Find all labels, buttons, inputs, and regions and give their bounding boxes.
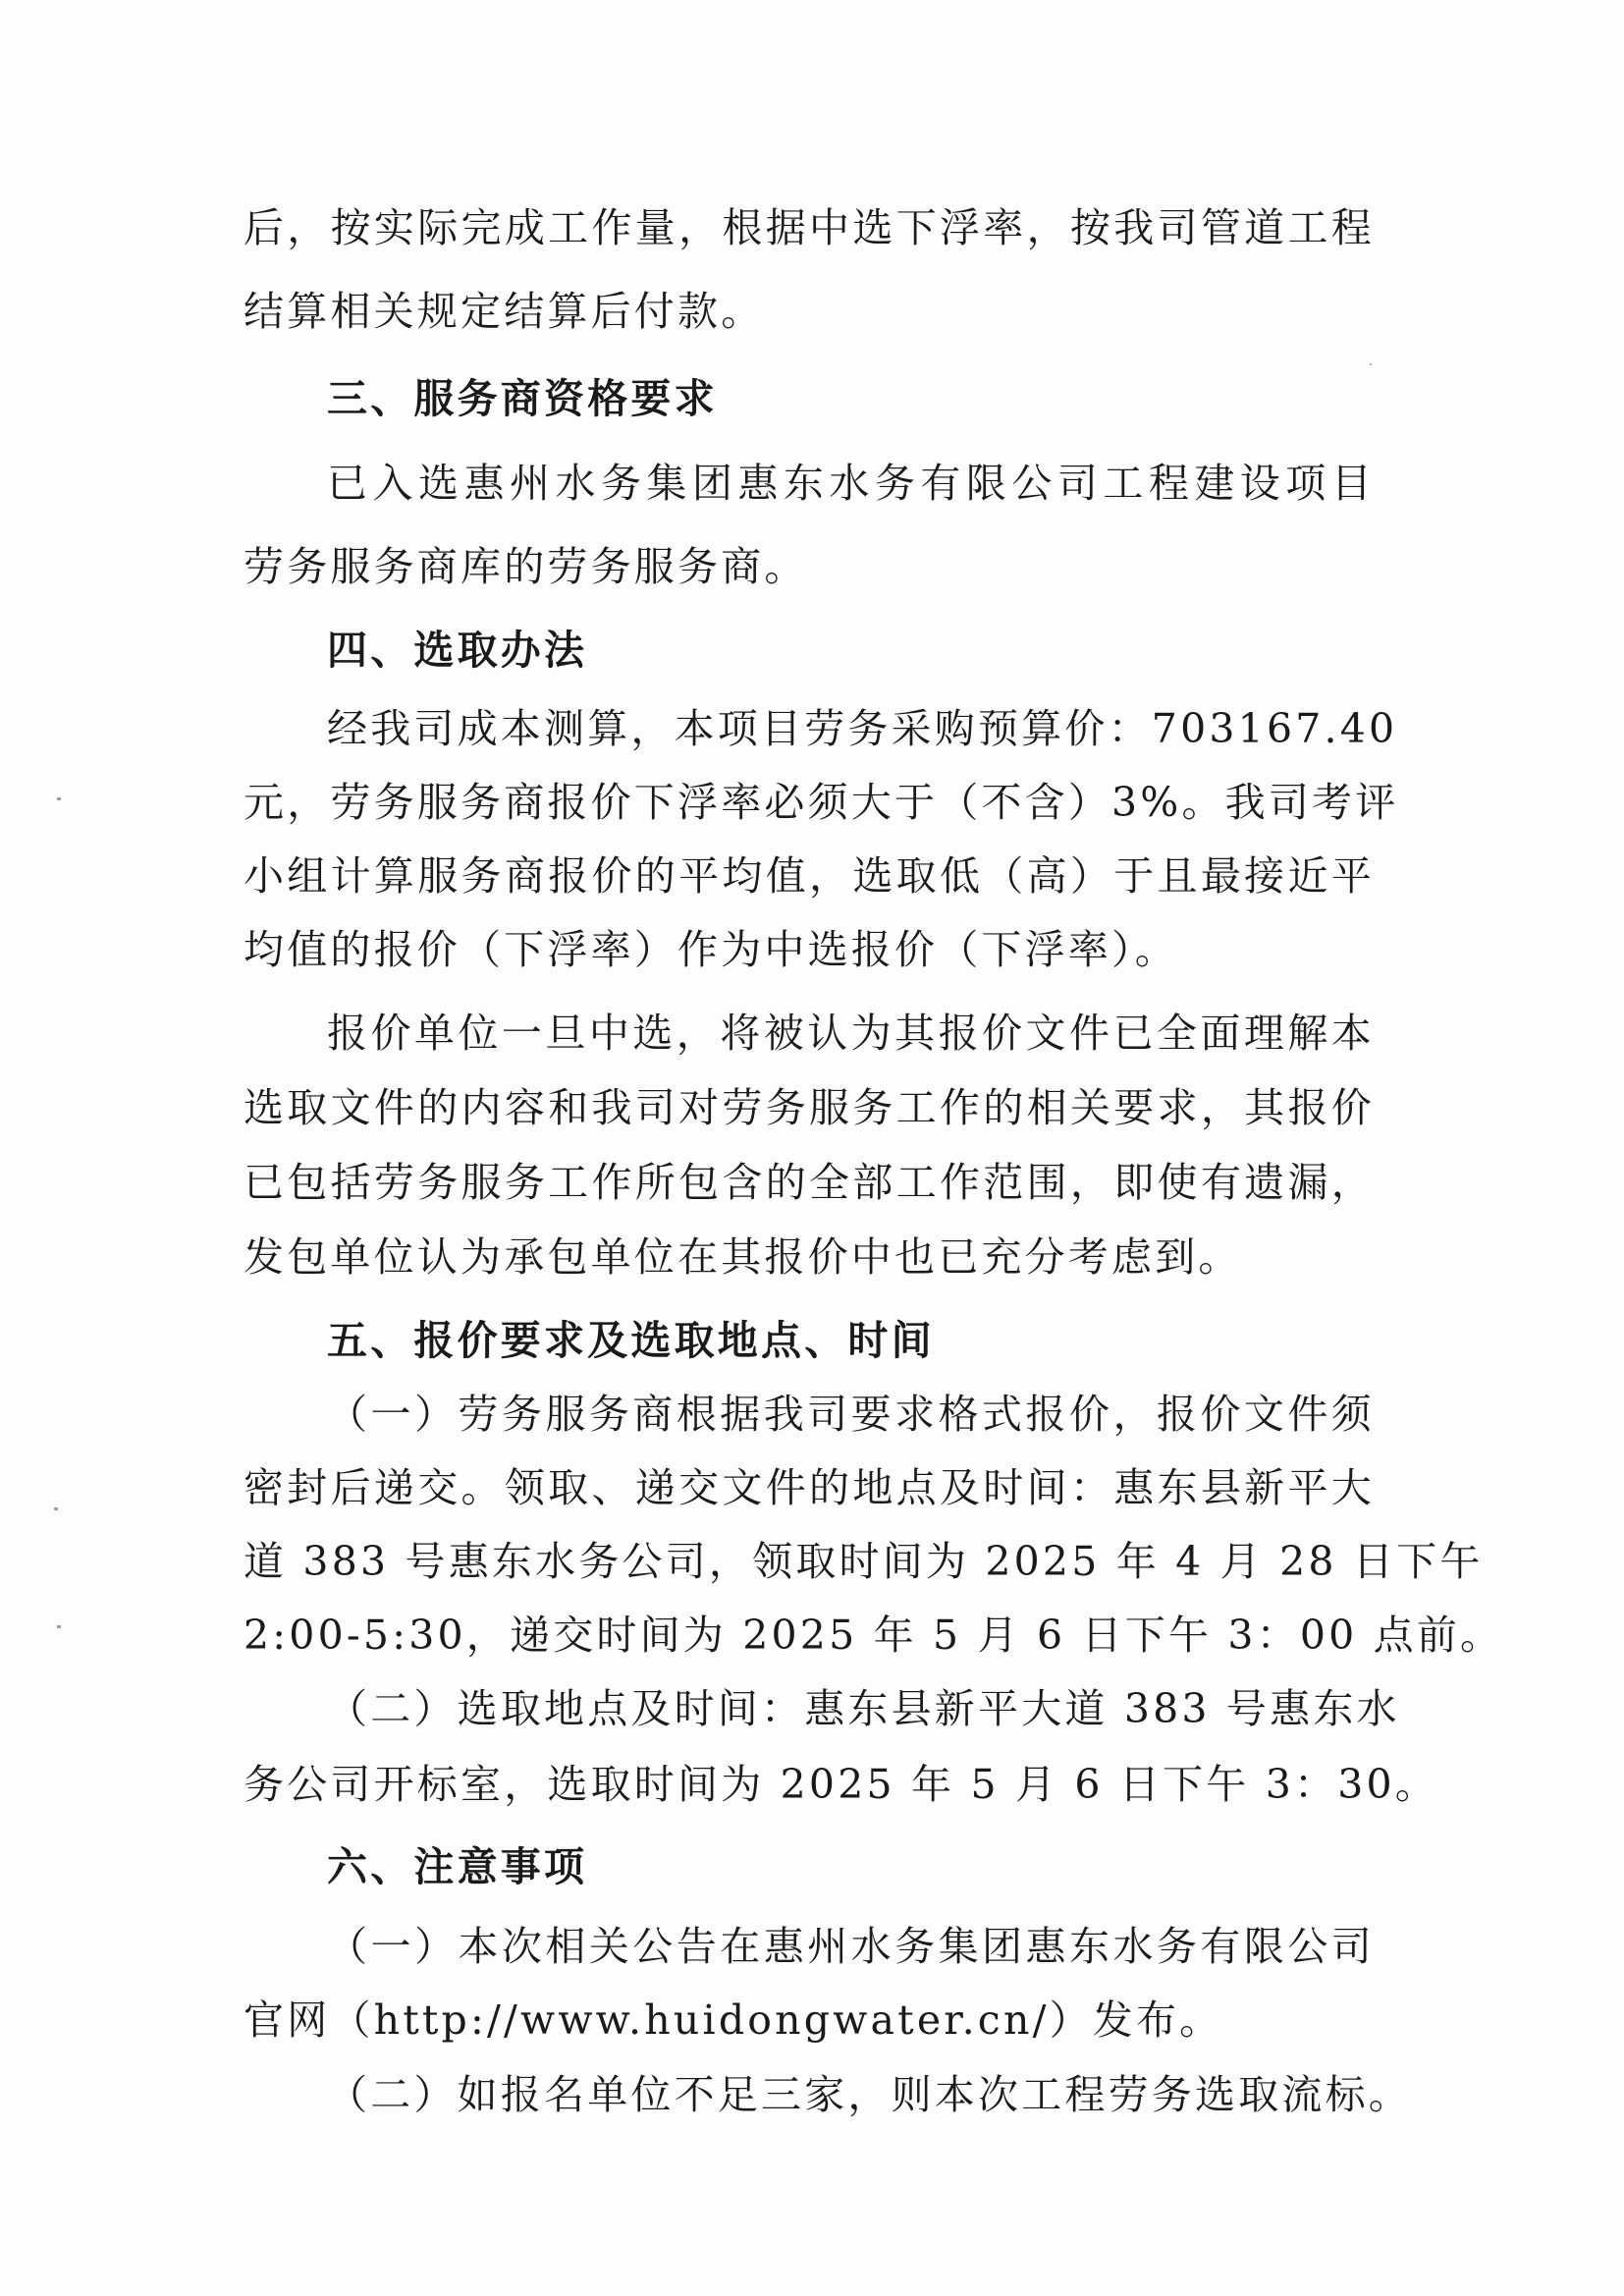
paragraph-line: 劳务服务商库的劳务服务商。 (244, 543, 808, 590)
paragraph-line: 结算相关规定结算后付款。 (244, 288, 765, 335)
scan-speck (57, 1625, 61, 1628)
paragraph-line: （二）如报名单位不足三家，则本次工程劳务选取流标。 (327, 2071, 1412, 2118)
paragraph-line: 元，劳务服务商报价下浮率必须大于（不含）3%。我司考评 (244, 779, 1399, 826)
paragraph-line: 务公司开标室，选取时间为 2025 年 5 月 6 日下午 3：30。 (244, 1761, 1438, 1808)
paragraph-line: 发包单位认为承包单位在其报价中也已充分考虑到。 (244, 1233, 1242, 1281)
section-heading-notes: 六、注意事项 (327, 1843, 588, 1890)
paragraph-line: （一）本次相关公告在惠州水务集团惠东水务有限公司 (327, 1923, 1375, 1970)
paragraph-line: 报价单位一旦中选，将被认为其报价文件已全面理解本 (327, 1010, 1375, 1057)
section-heading-selection-method: 四、选取办法 (327, 627, 588, 674)
paragraph-line: 小组计算服务商报价的平均值，选取低（高）于且最接近平 (244, 852, 1375, 900)
paragraph-line: 已包括劳务服务工作所包含的全部工作范围，即使有遗漏， (244, 1159, 1375, 1206)
paragraph-line: 道 383 号惠东水务公司，领取时间为 2025 年 4 月 28 日下午 (244, 1538, 1484, 1585)
paragraph-line: 均值的报价（下浮率）作为中选报价（下浮率）。 (244, 926, 1178, 973)
paragraph-line: 后，按实际完成工作量，根据中选下浮率，按我司管道工程 (244, 204, 1375, 251)
section-heading-qualification: 三、服务商资格要求 (327, 375, 718, 422)
scan-speck (1370, 363, 1372, 365)
paragraph-line: 官网（http://www.huidongwater.cn/）发布。 (244, 1996, 1223, 2044)
paragraph-line: 已入选惠州水务集团惠东水务有限公司工程建设项目 (327, 460, 1375, 507)
paragraph-line: 密封后递交。领取、递交文件的地点及时间：惠东县新平大 (244, 1464, 1375, 1511)
paragraph-line: （二）选取地点及时间：惠东县新平大道 383 号惠东水 (327, 1685, 1400, 1732)
paragraph-line: 2:00-5:30，递交时间为 2025 年 5 月 6 日下午 3：00 点前。 (244, 1612, 1504, 1659)
scan-speck (57, 797, 61, 800)
paragraph-line: 选取文件的内容和我司对劳务服务工作的相关要求，其报价 (244, 1084, 1375, 1131)
paragraph-line: （一）劳务服务商根据我司要求格式报价，报价文件须 (327, 1391, 1375, 1438)
scan-speck (54, 1507, 58, 1510)
paragraph-line: 经我司成本测算，本项目劳务采购预算价：703167.40 (327, 705, 1398, 752)
section-heading-quotation: 五、报价要求及选取地点、时间 (327, 1317, 935, 1364)
